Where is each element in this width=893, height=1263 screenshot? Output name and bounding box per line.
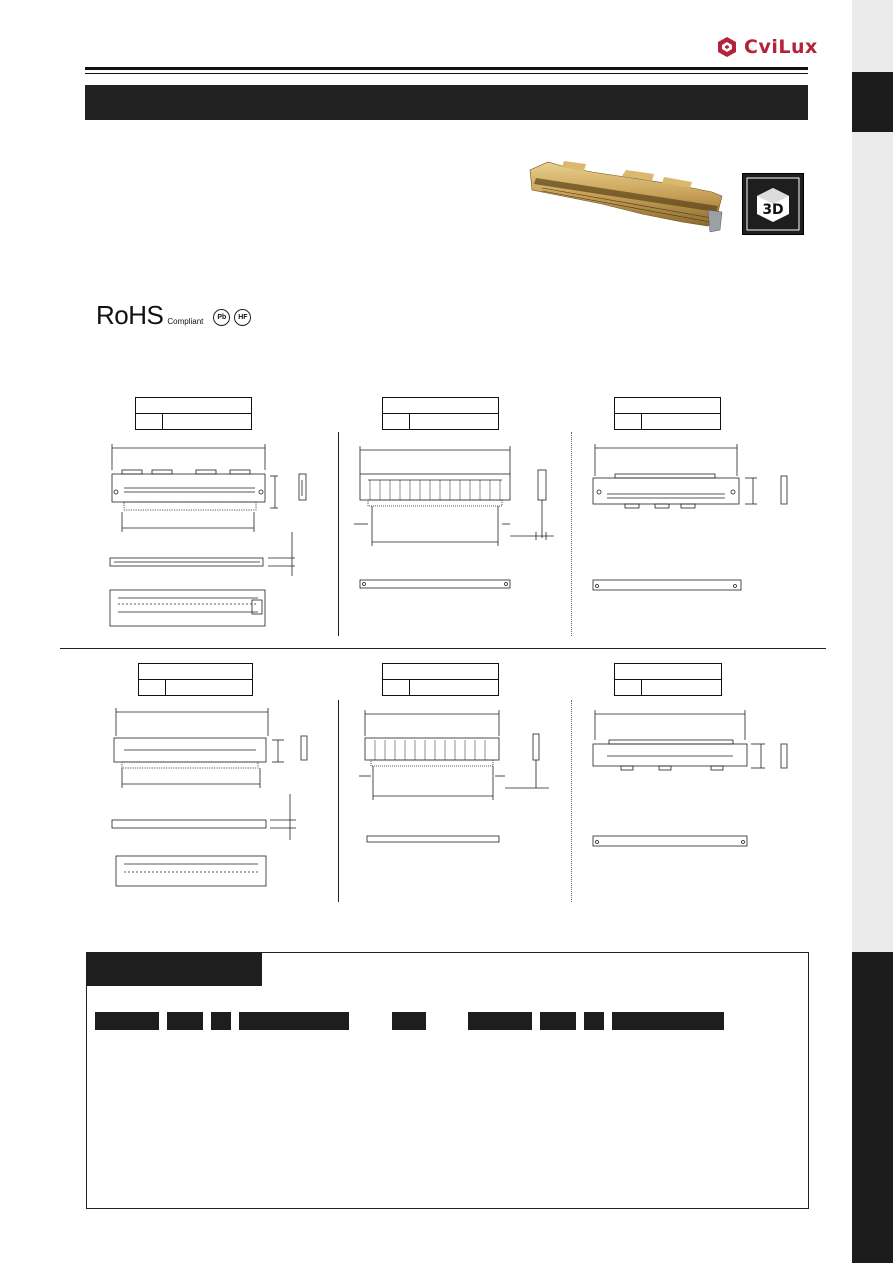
column-divider — [338, 700, 339, 902]
header-rule-thin — [85, 73, 808, 74]
part-number-segment — [584, 1012, 604, 1030]
column-divider — [338, 432, 339, 636]
technical-drawing-straight-top-front-2 — [100, 706, 315, 892]
side-index-tab-active[interactable] — [852, 72, 893, 132]
row-divider — [60, 648, 826, 649]
technical-drawing-cover-top-front-2 — [585, 706, 810, 856]
drawing-label-box — [614, 663, 722, 696]
column-divider-dotted — [571, 432, 572, 636]
drawing-label-box — [138, 663, 253, 696]
drawing-label-box — [382, 397, 499, 430]
3d-cube-icon — [743, 174, 803, 234]
drawing-label-box — [135, 397, 252, 430]
lead-free-badge: Pb — [213, 309, 230, 326]
technical-drawing-cover-top-front — [585, 440, 810, 610]
brand-name: CviLux — [744, 36, 818, 58]
part-number-segment — [211, 1012, 231, 1030]
part-number-segment — [540, 1012, 576, 1030]
ordering-information-box — [86, 952, 809, 1209]
technical-drawing-right-angle-top-front — [350, 440, 565, 610]
rohs-label: RoHS — [96, 300, 164, 330]
rohs-compliance — [96, 302, 251, 328]
page-title-bar — [85, 85, 808, 120]
part-number-segment — [392, 1012, 426, 1030]
part-number-segment — [167, 1012, 203, 1030]
rohs-compliant-label: Compliant — [167, 317, 204, 326]
halogen-free-badge: HF — [234, 309, 251, 326]
cvilux-logo-icon — [716, 36, 738, 58]
column-divider-dotted — [571, 700, 572, 902]
side-index-tab-lower[interactable] — [852, 952, 893, 1263]
header-rule-thick — [85, 67, 808, 70]
technical-drawing-right-angle-top-front-2 — [355, 706, 570, 856]
connector-photo — [522, 152, 734, 237]
3d-model-icon[interactable] — [742, 173, 804, 235]
svg-text:3D: 3D — [762, 202, 784, 218]
drawing-label-box — [382, 663, 499, 696]
part-number-segment — [95, 1012, 159, 1030]
part-number-segment — [239, 1012, 349, 1030]
part-number-segment — [468, 1012, 532, 1030]
brand-logo — [716, 33, 818, 61]
technical-drawing-straight-top-front — [100, 440, 315, 632]
part-number-segment — [612, 1012, 724, 1030]
ordering-information-heading — [86, 952, 262, 986]
drawing-label-box — [614, 397, 721, 430]
